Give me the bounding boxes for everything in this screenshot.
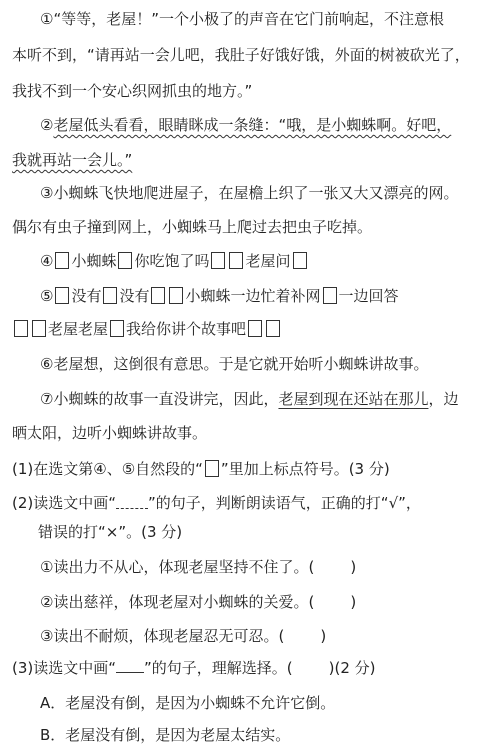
para-4-number: ④	[40, 252, 54, 270]
punctuation-box[interactable]	[103, 287, 117, 304]
punctuation-box[interactable]	[55, 252, 69, 269]
para-5-text-6: 我给你讲个故事吧	[126, 320, 247, 338]
para-1-line-2: 本听不到，“请再站一会儿吧，我肚子好饿好饿，外面的树被砍光了，	[12, 46, 470, 64]
para-7-line-2: 晒太阳，边听小蜘蛛讲故事。	[12, 424, 208, 442]
straight-line-symbol	[116, 663, 144, 673]
punctuation-box[interactable]	[266, 320, 280, 337]
para-2-line-2	[12, 149, 496, 171]
question-2-option-1	[40, 556, 496, 578]
para-7-text-2: ，边	[428, 390, 459, 408]
punctuation-box[interactable]	[323, 287, 337, 304]
punctuation-box[interactable]	[32, 320, 46, 337]
para-5-text-5: 老屋老屋	[48, 320, 109, 338]
question-2-option-2	[40, 591, 496, 613]
para-7-line-1	[40, 388, 496, 410]
question-3	[12, 657, 496, 679]
punctuation-box[interactable]	[151, 287, 165, 304]
punctuation-box[interactable]	[55, 287, 69, 304]
option-1-text: ①读出力不从心，体现老屋坚持不住了。(	[40, 558, 315, 576]
para-5-text-3: 小蜘蛛一边忙着补网	[185, 287, 321, 305]
para-3-line-2: 偶尔有虫子撞到网上，小蜘蛛马上爬过去把虫子吃掉。	[12, 218, 373, 236]
question-1-text-2: ”里加上标点符号。(3 分)	[220, 460, 390, 478]
question-3-text-1: (3)读选文中画“	[12, 659, 117, 677]
question-2-line-2: 错误的打“×”。(3 分)	[38, 523, 183, 541]
para-4-text-3: 老屋问	[245, 252, 291, 270]
para-1-line-3: 我找不到一个安心织网抓虫的地方。”	[12, 82, 253, 100]
punctuation-box[interactable]	[211, 252, 225, 269]
punctuation-box[interactable]	[110, 320, 124, 337]
para-5-line-2	[12, 318, 496, 340]
option-2-text: ②读出慈祥，体现老屋对小蜘蛛的关爱。(	[40, 593, 315, 611]
question-2-line-1	[12, 492, 496, 514]
para-5-text-4: 一边回答	[338, 287, 399, 305]
para-5-line-1	[40, 285, 496, 307]
option-3-text: ③读出不耐烦，体现老屋忍无可忍。(	[40, 627, 285, 645]
para-2-number: ②	[40, 116, 54, 134]
punctuation-box[interactable]	[14, 320, 28, 337]
option-2-close: )	[350, 593, 357, 611]
para-4-text-2: 你吃饱了吗	[134, 252, 210, 270]
wavy-line-symbol	[116, 496, 148, 509]
para-6: ⑥老屋想，这倒很有意思。于是它就开始听小蜘蛛讲故事。	[40, 355, 429, 373]
para-5-text-2: 没有	[119, 287, 150, 305]
punctuation-box[interactable]	[293, 252, 307, 269]
question-1	[12, 458, 496, 480]
para-5-number: ⑤	[40, 287, 54, 305]
wavy-underlined-sentence-part-1: 老屋低头看看，眼睛眯成一条缝：“哦，是小蜘蛛啊。好吧，	[53, 116, 452, 134]
question-3-text-2: ”的句子，理解选择。(	[144, 659, 293, 677]
para-7-text-1: ⑦小蜘蛛的故事一直没讲完，因此，	[40, 390, 279, 408]
box-symbol	[205, 460, 219, 477]
wavy-underlined-sentence-part-2: 我就再站一会儿。”	[12, 151, 133, 169]
punctuation-box[interactable]	[248, 320, 262, 337]
option-3-close: )	[320, 627, 327, 645]
para-4	[40, 250, 496, 272]
para-2-line-1	[40, 114, 496, 136]
para-1-line-1: ①“等等，老屋！”一个小极了的声音在它门前响起，不注意根	[40, 10, 444, 28]
question-1-text-1: (1)在选文第④、⑤自然段的“	[12, 460, 203, 478]
question-3-text-3: )(2 分)	[328, 659, 376, 677]
question-2-option-3	[40, 625, 496, 647]
question-2-text-2: ”的句子，判断朗读语气，正确的打“√”，	[148, 494, 421, 512]
straight-underlined-sentence: 老屋到现在还站在那儿	[278, 390, 429, 408]
para-4-text-1: 小蜘蛛	[71, 252, 117, 270]
para-3-line-1: ③小蜘蛛飞快地爬进屋子，在屋檐上织了一张又大又漂亮的网。	[40, 184, 459, 202]
para-5-text-1: 没有	[71, 287, 102, 305]
question-3-option-a: A．老屋没有倒，是因为小蜘蛛不允许它倒。	[40, 694, 336, 712]
punctuation-box[interactable]	[229, 252, 243, 269]
question-3-option-b: B．老屋没有倒，是因为老屋太结实。	[40, 726, 291, 744]
punctuation-box[interactable]	[118, 252, 132, 269]
punctuation-box[interactable]	[169, 287, 183, 304]
question-2-text-1: (2)读选文中画“	[12, 494, 117, 512]
option-1-close: )	[350, 558, 357, 576]
